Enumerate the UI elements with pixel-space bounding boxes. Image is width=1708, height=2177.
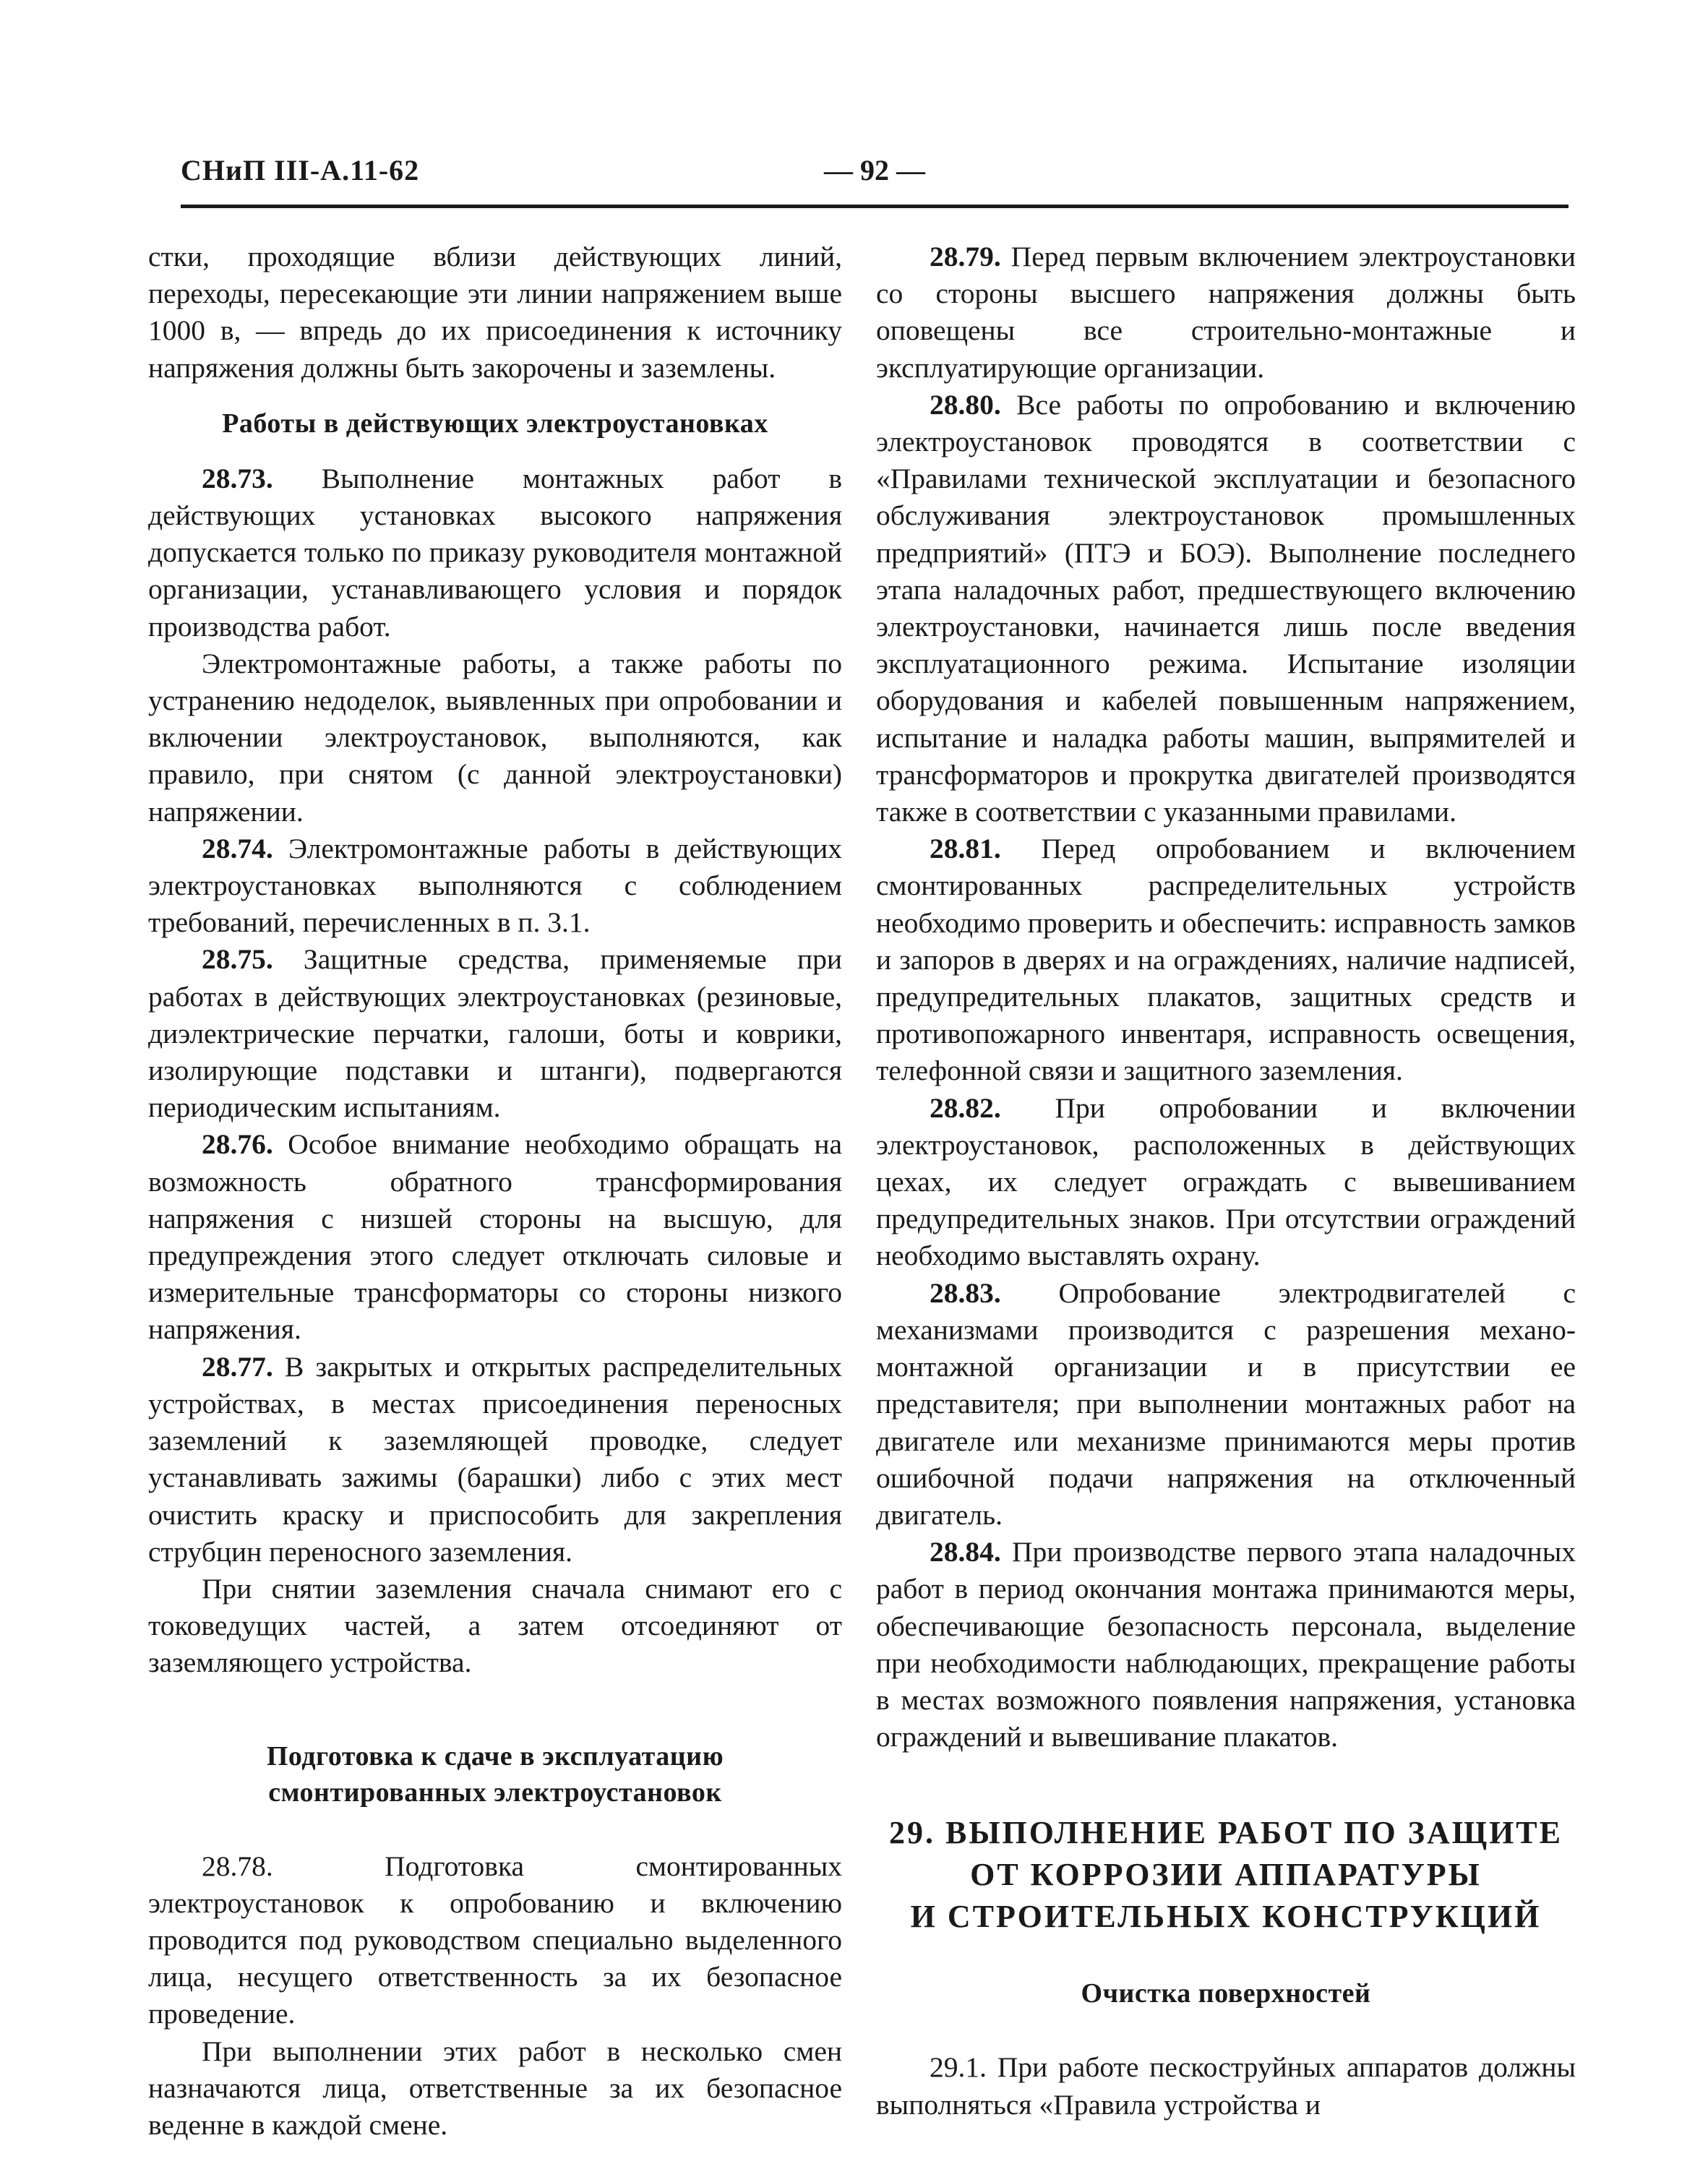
subheading-works: Работы в действующих электроустановках (222, 408, 768, 439)
page-number: — 92 — (824, 154, 925, 186)
section-heading-line1: 29. ВЫПОЛНЕНИЕ РАБОТ ПО ЗАЩИТЕ (888, 1815, 1563, 1851)
clause-28-78: 28.78. Подготовка смонтированных электроустановок к опробованию и включению проводится под руководством специально выделенного лица, несущего ответственность за их безопасное проведение. (148, 1850, 842, 2030)
clause-28-80: 28.80. Все работы по опробованию и включению электроустановок проводятся в соответствии с «Правилами технической эксплуатации и безопасного обслуживания электроустановок промышленных предприятий» (ПТЭ и БОЭ). Выполнение последнего этапа наладочных работ, предшествующего включению электроустановки, начинается лишь после введения эксплуатационного режима. Испытание изоляции оборудования и кабелей повышенным напряжением, испытание и наладка работы машин, выпрямителей и трансформаторов и прокрутка двигателей производятся также в соответствии с указанными правилами. (876, 388, 1576, 828)
clause-28-74: 28.74. Электромонтажные работы в действующих электроустановках выполняются с соблюдением требований, перечисленных в п. 3.1. (148, 832, 843, 939)
section-heading-line2: ОТ КОРРОЗИИ АППАРАТУРЫ (970, 1857, 1482, 1893)
clause-28-75: 28.75. Защитные средства, применяемые при работах в действующих электроустановках (резиновые, диэлектрические перчатки, галоши, боты и коврики, изолирующие подставки и штанги), подвергаются периодическим испытаниям. (148, 943, 842, 1124)
running-header (181, 153, 1568, 204)
clause-28-78-b: При выполнении этих работ в несколько смен назначаются лица, ответственные за их безопасное веденне в каждой смене. (148, 2035, 842, 2141)
paragraph-continued: стки, проходящие вблизи действующих линий, переходы, пересекающие эти линии напряжением выше 1000 в, — впредь до их присоединения к источнику напряжения должны быть закорочены и заземлены. (148, 241, 842, 384)
clause-28-76: 28.76. Особое внимание необходимо обращать на возможность обратного трансформирования напряжения с низшей стороны на высшую, для предупреждения этого следует отключать силовые и измерительные трансформаторы со стороны низкого напряжения. (148, 1128, 842, 1346)
subheading-cleaning: Очистка поверхностей (1081, 1978, 1371, 2009)
clause-28-73-b: Электромонтажные работы, а также работы по устранению недоделок, выявленных при опробовании и включении электроустановок, выполняются, как правило, при снятом (с данной электроустановки) напряжении. (148, 647, 842, 828)
clause-29-1: 29.1. При работе пескоструйных аппаратов должны выполняться «Правила устройства и (876, 2051, 1576, 2121)
header-rule (181, 205, 1568, 208)
right-column (876, 239, 1576, 2124)
subheading-prep-line2: смонтированных электроустановок (268, 1777, 722, 1808)
clause-28-84: 28.84. При производстве первого этапа наладочных работ в период окончания монтажа принимаются меры, обеспечивающие безопасность персонала, выделение при необходимости наблюдающих, прекращение работы в местах возможного появления напряжения, установка ограждений и вывешивание плакатов. (876, 1536, 1576, 1753)
clause-28-82: 28.82. При опробовании и включении электроустановок, расположенных в действующих цехах, их следует ограждать с вывешиванием предупредительных знаков. При отсутствии ограждений необходимо выставлять охрану. (876, 1091, 1576, 1272)
clause-28-73: 28.73. Выполнение монтажных работ в действующих установках высокого напряжения допускается только по приказу руководителя монтажной организации, устанавливающего условия и порядок производства работ. (148, 462, 842, 643)
clause-28-77: 28.77. В закрытых и открытых распределительных устройствах, в местах присоединения переносных заземлений к заземляющей проводке, следует устанавливать зажимы (барашки) либо с этих мест очистить краску и приспособить для закрепления струбцин переносного заземления. (148, 1350, 842, 1568)
clause-28-77-b: При снятии заземления сначала снимают его с токоведущих частей, а затем отсоединяют от заземляющего устройства. (148, 1572, 842, 1679)
document-code: СНиП III-А.11-62 (181, 154, 420, 186)
clause-28-79: 28.79. Перед первым включением электроустановки со стороны высшего напряжения должны быть оповещены все строительно-монтажные и эксплуатирующие организации. (876, 241, 1576, 384)
left-column (148, 239, 842, 2144)
clause-28-81: 28.81. Перед опробованием и включением смонтированных распределительных устройств необходимо проверить и обеспечить: исправность замков и запоров в дверях и на ограждениях, наличие надписей, предупредительных плакатов, защитных средств и противопожарного инвентаря, исправность освещения, телефонной связи и защитного заземления. (876, 833, 1576, 1087)
section-heading-line3: И СТРОИТЕЛЬНЫХ КОНСТРУКЦИЙ (910, 1899, 1542, 1935)
clause-28-83: 28.83. Опробование электродвигателей с механизмами производится с разрешения механо-монтажной организации и в присутствии ее представителя; при выполнении монтажных работ на двигателе или механизме принимаются меры против ошибочной подачи напряжения на отключенный двигатель. (876, 1276, 1576, 1531)
subheading-prep-line1: Подготовка к сдаче в эксплуатацию (266, 1740, 724, 1772)
